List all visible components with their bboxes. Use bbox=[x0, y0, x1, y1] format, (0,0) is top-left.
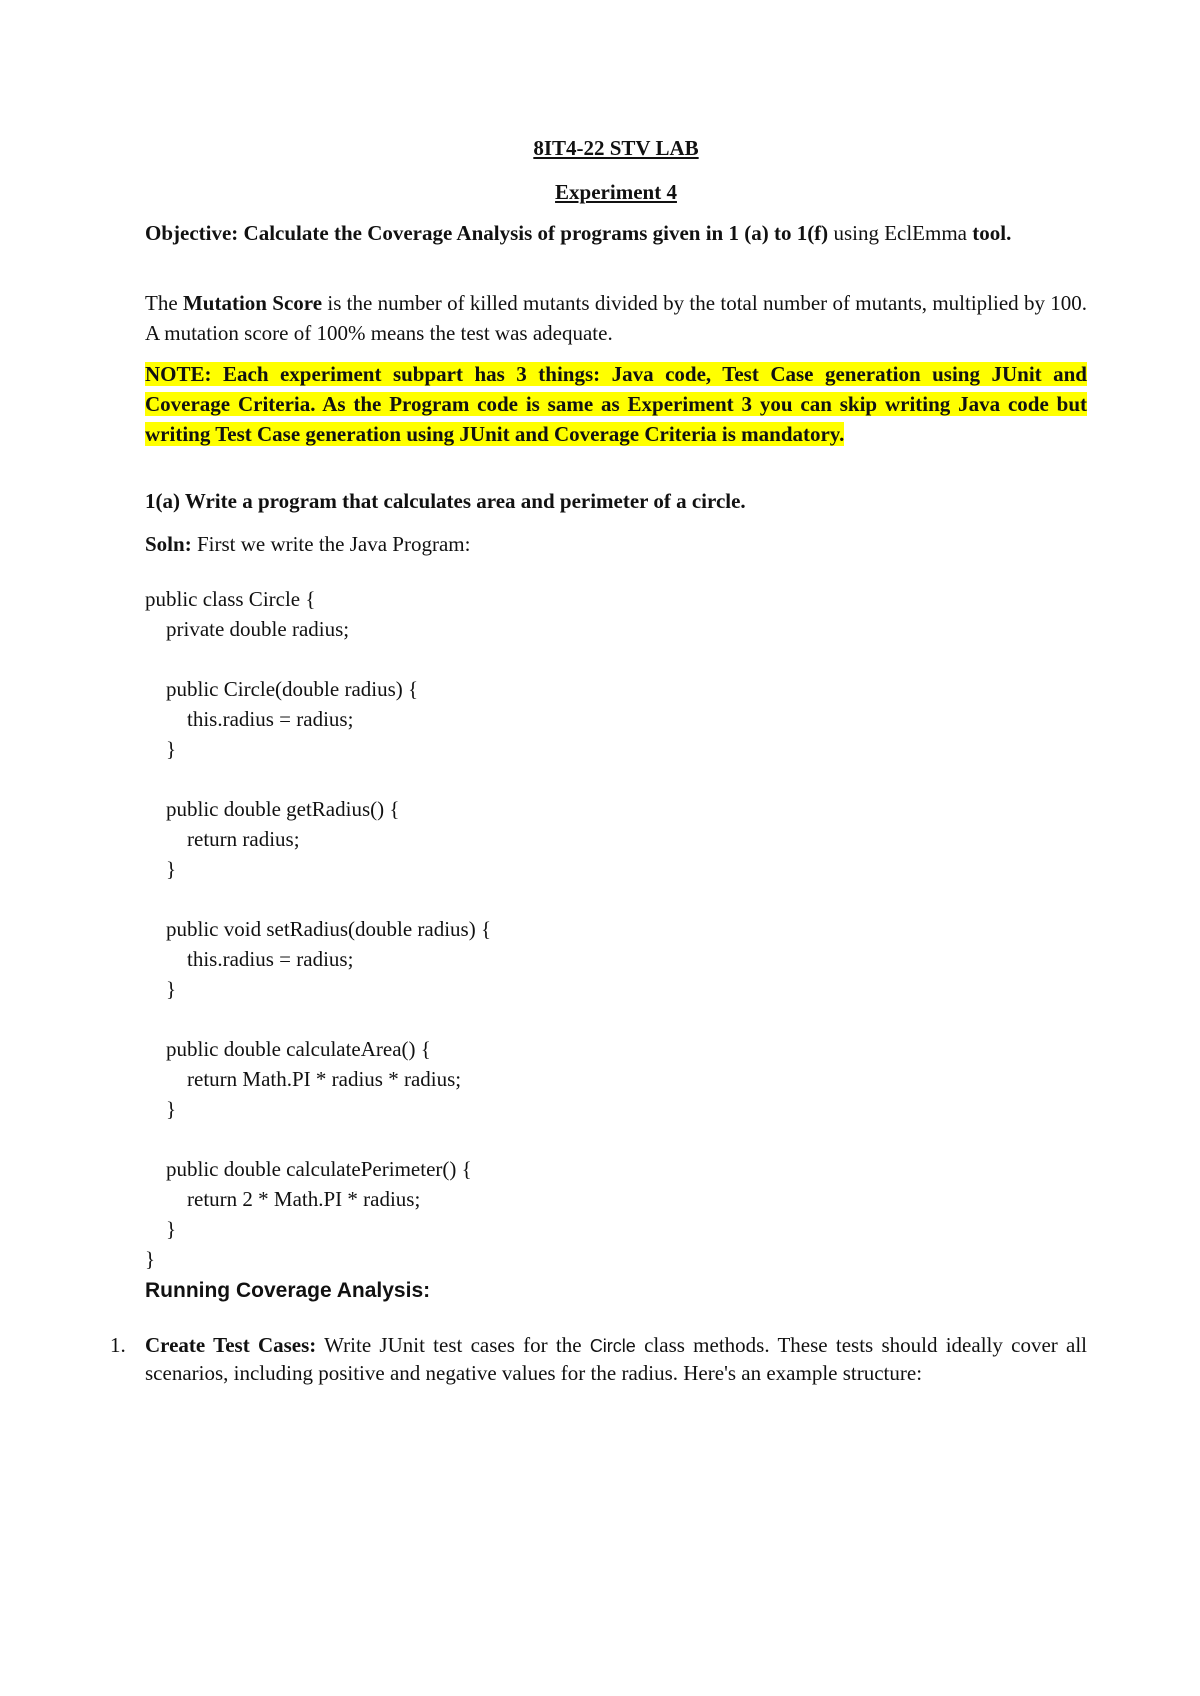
code-line: public class Circle { bbox=[145, 587, 316, 611]
experiment-title: Experiment 4 bbox=[555, 180, 677, 204]
mutation-paragraph bbox=[145, 288, 1087, 348]
objective-tool: using EclEmma bbox=[833, 221, 967, 245]
code-line bbox=[145, 1124, 491, 1154]
objective-tail: tool. bbox=[972, 221, 1012, 245]
code-line bbox=[145, 1004, 491, 1034]
code-line bbox=[145, 884, 491, 914]
section-heading: Running Coverage Analysis: bbox=[145, 1279, 431, 1302]
code-line: } bbox=[145, 1247, 156, 1271]
mutation-post: is the number of killed mutants divided by the total number of mutants, multiplied by 100. A mutation score of 100% means the test was adequate. bbox=[145, 291, 1088, 345]
java-code-block bbox=[145, 584, 491, 1274]
code-line: } bbox=[145, 977, 177, 1001]
objective-label: Objective: bbox=[145, 221, 239, 245]
inline-code: Circle bbox=[589, 1336, 636, 1356]
code-line: private double radius; bbox=[145, 617, 350, 641]
code-line bbox=[145, 764, 491, 794]
code-line: public Circle(double radius) { bbox=[145, 677, 419, 701]
code-line: public double calculatePerimeter() { bbox=[145, 1157, 472, 1181]
code-line: } bbox=[145, 857, 177, 881]
list-item bbox=[110, 1332, 1087, 1387]
code-line: } bbox=[145, 737, 177, 761]
code-line: } bbox=[145, 1217, 177, 1241]
code-line: return 2 * Math.PI * radius; bbox=[145, 1187, 421, 1211]
list-item-pre: Write JUnit test cases for the bbox=[324, 1333, 582, 1357]
code-line: return Math.PI * radius * radius; bbox=[145, 1067, 462, 1091]
code-line: public double getRadius() { bbox=[145, 797, 400, 821]
objective-text: Calculate the Coverage Analysis of programs given in 1 (a) to 1(f) bbox=[243, 221, 829, 245]
soln-paragraph bbox=[145, 529, 1087, 559]
code-line: public double calculateArea() { bbox=[145, 1037, 431, 1061]
question-heading: 1(a) Write a program that calculates area and perimeter of a circle. bbox=[145, 489, 746, 513]
code-line: this.radius = radius; bbox=[145, 707, 354, 731]
mutation-pre: The bbox=[145, 291, 178, 315]
code-line: public void setRadius(double radius) { bbox=[145, 917, 492, 941]
note-text: NOTE: Each experiment subpart has 3 things: Java code, Test Case generation using JUnit and Coverage Criteria. As the Program code is same as Experiment 3 you can skip writing Java code but writing Test Case generation using JUnit and Coverage Criteria is mandatory. bbox=[145, 362, 1087, 446]
mutation-term: Mutation Score bbox=[182, 291, 323, 315]
code-line: this.radius = radius; bbox=[145, 947, 354, 971]
code-line: return radius; bbox=[145, 827, 300, 851]
note-paragraph bbox=[145, 359, 1087, 449]
objective-paragraph bbox=[145, 218, 1087, 248]
soln-text: First we write the Java Program: bbox=[196, 532, 471, 556]
code-line bbox=[145, 644, 491, 674]
list-item-title: Create Test Cases: bbox=[145, 1333, 317, 1357]
list-number: 1. bbox=[110, 1333, 126, 1357]
course-title: 8IT4-22 STV LAB bbox=[533, 136, 699, 160]
list-item-post: class methods. These tests should ideally cover all scenarios, including positive and negative values for the radius. Here's an example structure: bbox=[145, 1333, 1088, 1385]
soln-label: Soln: bbox=[145, 532, 192, 556]
code-line: } bbox=[145, 1097, 177, 1121]
